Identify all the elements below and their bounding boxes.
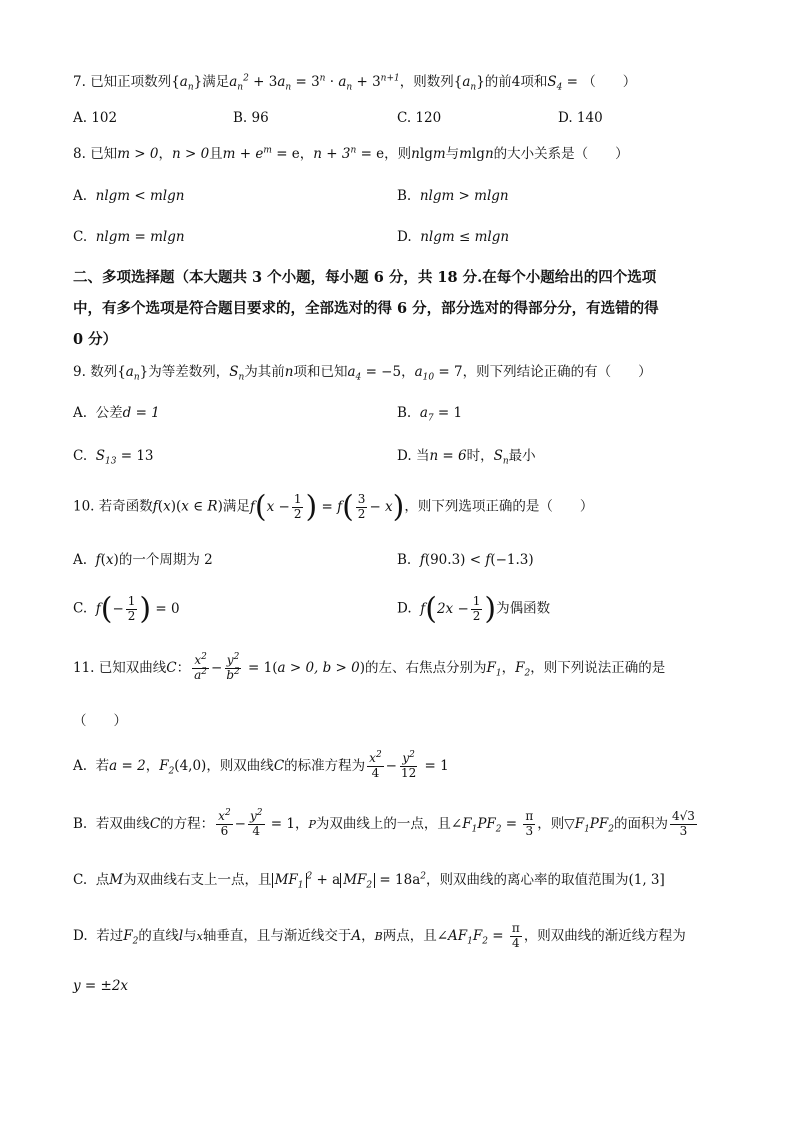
question-11-answer-paren: （ ） — [73, 713, 127, 729]
option-11c: C. 点M为双曲线右支上一点，且 $MF_1^2 + a$ $MF_2 = 18a^2$，则双曲线的离心率的取值范围为(1, 3] — [73, 871, 665, 891]
option-11a: A. 若a = 2，$F_2(4,0)$，则双曲线C的标准方程为 $\frac{x^2}{4}$ − $\frac{y^2}{12}$ = 1 — [73, 750, 449, 780]
option-10d: D. f(2x − $\frac{1}{2}$ )为偶函数 — [397, 591, 551, 626]
question-number: 11. — [73, 659, 95, 676]
option-11d: D. 若过$F_2$的直线l与x轴垂直，且与渐近线交于A，B两点，且$\angle AF_1F_2$ = $\frac{\pi}{4}$ ，则双曲线的渐近线方程为 — [73, 921, 686, 950]
question-number: 10. — [73, 498, 95, 515]
recurrence-formula: $a_n^2 + 3a_n = 3^n \cdot a_n + 3^{n+1}$ — [229, 73, 400, 93]
option-8c: C. nlgm = mlgn — [73, 229, 185, 245]
question-number: 9. — [73, 364, 86, 380]
question-8: 8. 已知m > 0，n > 0且$m + e^m = e$，$n + 3^n = e$，则nlgm与mlgn的大小关系是（ ） — [73, 145, 629, 162]
option-9b: B. $a_7 = 1$ — [397, 405, 463, 424]
option-9d: D. 当n = 6时，$S_n$最小 — [397, 448, 536, 467]
functional-equation: f(x − $\frac{1}{2}$ ) = f( $\frac{3}{2}$ − x) — [249, 489, 405, 524]
option-10b: B. f(90.3) < f(−1.3) — [397, 552, 534, 568]
option-8d: D. nlgm ≤ mlgn — [397, 229, 510, 245]
sequence-symbol: $\{a_n\}$ — [171, 74, 203, 93]
option-7d: D. 140 — [558, 110, 603, 126]
question-number: 7. — [73, 74, 86, 90]
option-8b: B. nlgm > mlgn — [397, 188, 509, 204]
option-11b: B. 若双曲线C的方程： $\frac{x^2}{6}$ − $\frac{y^2}{4}$ = 1，P为双曲线上的一点，且$\angle F_1PF_2$ = $\frac{\pi}{3}$ ，则$▽F_1PF_2$的面积为 $\frac{4√3}{3}$ — [73, 808, 695, 838]
hyperbola-equation: $\frac{x^2}{a^2}$ − $\frac{y^2}{b^2}$ = 1(a > 0, b > 0) — [194, 652, 366, 682]
option-11d-answer: y = ±2x — [73, 978, 129, 994]
question-11: 11. 已知双曲线C： $\frac{x^2}{a^2}$ − $\frac{y^2}{b^2}$ = 1(a > 0, b > 0)的左、右焦点分别为$F_1$，$F_2$，则下列说法正确的是 — [73, 652, 666, 682]
option-10c: C. f(− $\frac{1}{2}$ ) = 0 — [73, 591, 180, 626]
question-7: 7. 已知正项数列$\{a_n\}$满足$a_n^2 + 3a_n = 3^n \cdot a_n + 3^{n+1}$，则数列$\{a_n\}$的前4项和$S_4$ = （ ） — [73, 73, 637, 93]
option-10a: A. f(x)的一个周期为 2 — [73, 552, 213, 568]
option-7b: B. 96 — [233, 110, 269, 126]
question-10: 10. 若奇函数f(x)(x ∈ R)满足f(x − $\frac{1}{2}$ ) = f( $\frac{3}{2}$ − x)，则下列选项正确的是（ ） — [73, 489, 594, 524]
option-7a: A. 102 — [73, 110, 118, 126]
option-8a: A. nlgm < mlgn — [73, 188, 185, 204]
option-9c: C. $S_{13} = 13$ — [73, 448, 154, 467]
option-9a: A. 公差d = 1 — [73, 405, 160, 421]
option-7c: C. 120 — [397, 110, 442, 126]
question-9: 9. 数列$\{a_n\}$为等差数列，$S_n$为其前n项和已知$a_4 = -5$，$a_{10} = 7$，则下列结论正确的有（ ） — [73, 364, 652, 383]
section-2-header: 二、多项选择题（本大题共 3 个小题，每小题 6 分，共 18 分.在每个小题给出的四个选项 中，有多个选项是符合题目要求的，全部选对的得 6 分，部分选对的得部分分，有选错的得 0 分） — [73, 269, 659, 348]
question-number: 8. — [73, 146, 86, 162]
